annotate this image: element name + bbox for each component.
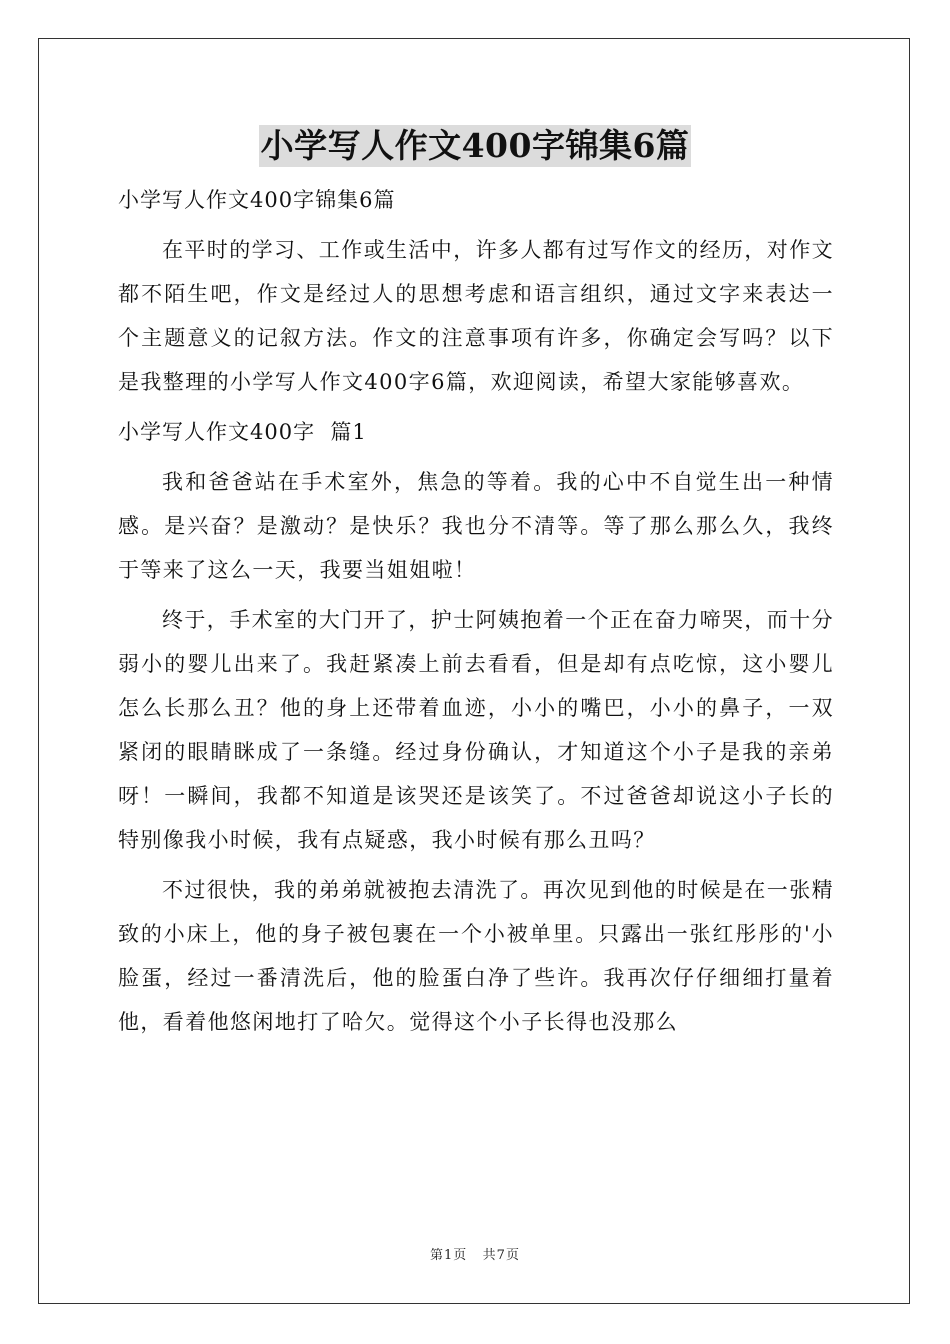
- intro-paragraph: 在平时的学习、工作或生活中，许多人都有过写作文的经历，对作文都不陌生吧，作文是经过人的思想考虑和语言组织，通过文字来表达一个主题意义的记叙方法。作文的注意事项有许多，你确定会写吗？以下是我整理的小学写人作文400字6篇，欢迎阅读，希望大家能够喜欢。: [118, 238, 834, 394]
- document-title: 小学写人作文400字锦集6篇: [260, 126, 690, 165]
- title-container: [0, 125, 950, 167]
- section-heading: 小学写人作文400字 篇1: [118, 420, 367, 444]
- body-paragraph: 我和爸爸站在手术室外，焦急的等着。我的心中不自觉生出一种情感。是兴奋？是激动？是快乐？我也分不清等。等了那么那么久，我终于等来了这么一天，我要当姐姐啦！: [118, 470, 834, 582]
- body-paragraph: 不过很快，我的弟弟就被抱去清洗了。再次见到他的时候是在一张精致的小床上，他的身子被包裹在一个小被单里。只露出一张红彤彤的'小脸蛋，经过一番清洗后，他的脸蛋白净了些许。我再次仔仔细细打量着他，看着他悠闲地打了哈欠。觉得这个小子长得也没那么: [118, 878, 834, 1034]
- document-body: [118, 178, 834, 1044]
- page-footer: 第1页 共7页: [430, 1248, 520, 1263]
- body-paragraph: 终于，手术室的大门开了，护士阿姨抱着一个正在奋力啼哭，而十分弱小的婴儿出来了。我赶紧凑上前去看看，但是却有点吃惊，这小婴儿怎么长那么丑？他的身上还带着血迹，小小的嘴巴，小小的鼻子，一双紧闭的眼睛眯成了一条缝。经过身份确认，才知道这个小子是我的亲弟呀！一瞬间，我都不知道是该哭还是该笑了。不过爸爸却说这小子长的特别像我小时候，我有点疑惑，我小时候有那么丑吗？: [118, 608, 834, 852]
- document-subtitle: 小学写人作文400字锦集6篇: [118, 188, 396, 212]
